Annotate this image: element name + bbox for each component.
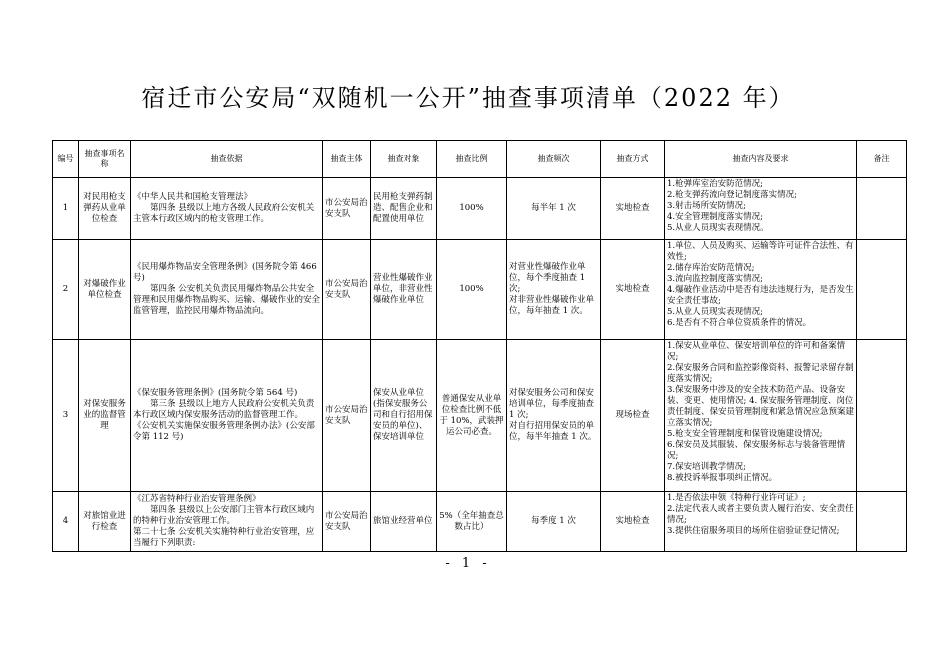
cell-method: 现场检查 xyxy=(601,340,665,492)
cell-ratio: 普通保安从业单位检查比例不低于 10%，武装押运公司必查。 xyxy=(437,340,507,492)
cell-subject: 市公安局治安支队 xyxy=(323,240,371,340)
cell-note xyxy=(857,178,907,240)
cell-ratio: 100% xyxy=(437,240,507,340)
table-row xyxy=(53,240,907,340)
document-title: 宿迁市公安局“双随机一公开”抽查事项清单（2022 年） xyxy=(141,84,795,112)
table-header-row xyxy=(53,141,907,178)
table-row xyxy=(53,492,907,552)
cell-req: 1.保安从业单位、保安培训单位的许可和备案情况; 2.保安服务合同和监控影像资料、报警记录留存制度落实情况; 3.保安服务中涉及的安全技术防范产品、设备安装、变更、使用情况; 4. 保安服务管理制度、岗位责任制度、保安员管理制度和紧急情况应急预案建立落实情况; 5.枪支安全管理制度和保管设施建设情况; 6.保安员及其服装、保安服务标志与装备管理情况; 7.保安培训教学情况; 8.被投诉举报事项纠正情况。 xyxy=(665,340,857,492)
cell-note xyxy=(857,240,907,340)
cell-subject: 市公安局治安支队 xyxy=(323,178,371,240)
cell-req: 1.单位、人员及购买、运输等许可证件合法性、有效性; 2.储存库治安防范情况; 3.流向监控制度落实情况; 4.爆破作业活动中是否有违法违规行为，是否发生安全责任事故; 5.从业人员现实表现情况; 6.是否有不符合单位资质条件的情况。 xyxy=(665,240,857,340)
cell-subject: 市公安局治安支队 xyxy=(323,492,371,552)
cell-method: 实地检查 xyxy=(601,240,665,340)
cell-freq: 每季度 1 次 xyxy=(507,492,601,552)
cell-freq: 对营业性爆破作业单位，每个季度抽查 1 次; 对非营业性爆破作业单位，每年抽查 1 次。 xyxy=(507,240,601,340)
cell-note xyxy=(857,340,907,492)
cell-basis: 《江苏省特种行业治安管理条例》 第四条 县级以上公安部门主管本行政区域内的特种行业治安管理工作。 第二十七条 公安机关实施特种行业治安管理，应当履行下列职责: xyxy=(131,492,323,552)
cell-no: 3 xyxy=(53,340,79,492)
cell-item: 对民用枪支弹药从业单位检查 xyxy=(79,178,131,240)
cell-no: 4 xyxy=(53,492,79,552)
header-item: 抽查事项名称 xyxy=(79,141,131,178)
table-row xyxy=(53,340,907,492)
cell-no: 2 xyxy=(53,240,79,340)
cell-method: 实地检查 xyxy=(601,492,665,552)
page-number: - 1 - xyxy=(445,556,491,571)
cell-target: 营业性爆破作业单位，非营业性爆破作业单位 xyxy=(371,240,437,340)
cell-target: 民用枪支弹药制造、配售企业和配置使用单位 xyxy=(371,178,437,240)
cell-freq: 对保安服务公司和保安培训单位，每季度抽查 1 次; 对自行招用保安员的单位，每半年抽查 1 次。 xyxy=(507,340,601,492)
header-no: 编号 xyxy=(53,141,79,178)
cell-item: 对保安服务业的监督管理 xyxy=(79,340,131,492)
cell-item: 对旅馆业进行检查 xyxy=(79,492,131,552)
cell-note xyxy=(857,492,907,552)
header-ratio: 抽查比例 xyxy=(437,141,507,178)
cell-subject: 市公安局治安支队 xyxy=(323,340,371,492)
cell-target: 旅馆业经营单位 xyxy=(371,492,437,552)
header-method: 抽查方式 xyxy=(601,141,665,178)
cell-target: 保安从业单位(指保安服务公司和自行招用保安员的单位)、保安培训单位 xyxy=(371,340,437,492)
cell-req: 1.是否依法申领《特种行业许可证》; 2.法定代表人或者主要负责人履行治安、安全责任情况; 3.提供住宿服务项目的场所住宿验证登记情况; xyxy=(665,492,857,552)
cell-basis: 《民用爆炸物品安全管理条例》(国务院令第 466 号) 第四条 公安机关负责民用爆炸物品公共安全管理和民用爆炸物品购买、运输、爆破作业的安全监管管理，监控民用爆炸物品流向。 xyxy=(131,240,323,340)
inspection-table xyxy=(52,140,907,552)
header-basis: 抽查依据 xyxy=(131,141,323,178)
cell-ratio: 100% xyxy=(437,178,507,240)
header-req: 抽查内容及要求 xyxy=(665,141,857,178)
cell-basis: 《中华人民共和国枪支管理法》 第四条 县级以上地方各级人民政府公安机关主管本行政区域内的枪支管理工作。 xyxy=(131,178,323,240)
cell-method: 实地检查 xyxy=(601,178,665,240)
cell-basis: 《保安服务管理条例》(国务院令第 564 号) 第三条 县级以上地方人民政府公安机关负责本行政区域内保安服务活动的监督管理工作。 《公安机关实施保安服务管理条例办法》(公安部令第 112 号) xyxy=(131,340,323,492)
cell-item: 对爆破作业单位检查 xyxy=(79,240,131,340)
header-target: 抽查对象 xyxy=(371,141,437,178)
cell-req: 1.枪弹库室治安防范情况; 2.枪支弹药流向登记制度落实情况; 3.射击场所安防情况; 4.安全管理制度落实情况; 5.从业人员现实表现情况。 xyxy=(665,178,857,240)
cell-no: 1 xyxy=(53,178,79,240)
table-row xyxy=(53,178,907,240)
cell-freq: 每半年 1 次 xyxy=(507,178,601,240)
header-subject: 抽查主体 xyxy=(323,141,371,178)
cell-ratio: 5%（全年抽查总数占比） xyxy=(437,492,507,552)
header-note: 备注 xyxy=(857,141,907,178)
header-freq: 抽查频次 xyxy=(507,141,601,178)
